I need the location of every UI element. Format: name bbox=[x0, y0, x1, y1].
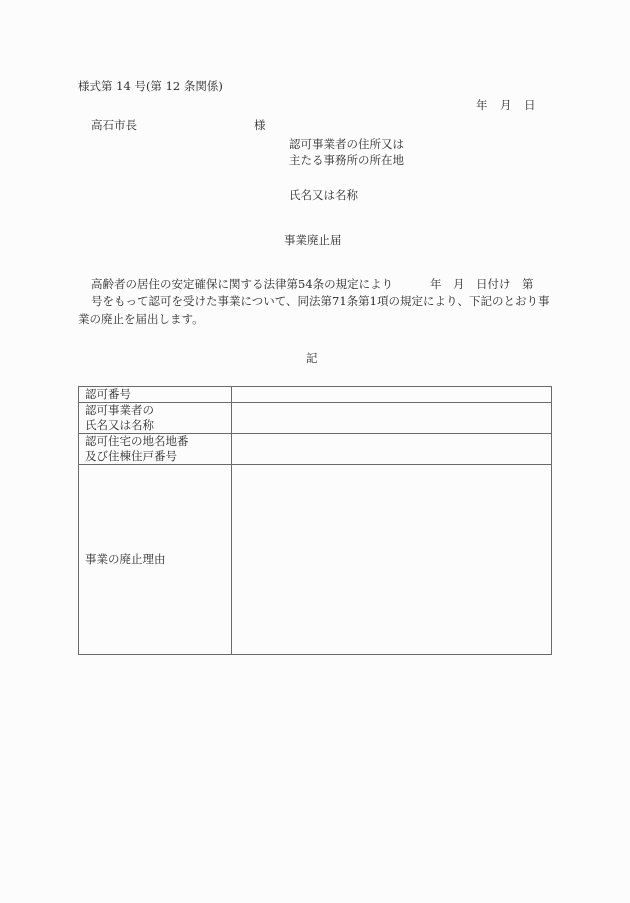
body-line-1b: 年 月 日付け 第 bbox=[430, 277, 534, 291]
table-row-permit-number bbox=[79, 387, 552, 403]
body-line-2: 号をもって認可を受けた事業について、同法第71条第1項の規定により、下記のとおり事 bbox=[91, 294, 550, 308]
discontinuation-reason-field[interactable] bbox=[232, 465, 552, 655]
table-row-operator-name bbox=[79, 403, 552, 434]
housing-address-label bbox=[79, 434, 232, 465]
applicant-address-label-1: 認可事業者の住所又は bbox=[289, 137, 404, 151]
housing-address-label-line1: 認可住宅の地名地番 bbox=[85, 434, 189, 448]
operator-name-label-line2: 氏名又は名称 bbox=[85, 418, 154, 432]
body-line-3: 業の廃止を届出します。 bbox=[78, 312, 204, 326]
document-title: 事業廃止届 bbox=[284, 233, 342, 247]
discontinuation-reason-label: 事業の廃止理由 bbox=[79, 465, 232, 655]
date-day: 日 bbox=[524, 98, 536, 112]
applicant-name-label: 氏名又は名称 bbox=[289, 188, 358, 202]
housing-address-label-line2: 及び住棟住戸番号 bbox=[85, 449, 177, 463]
date-year: 年 bbox=[476, 98, 488, 112]
table-row-housing-address bbox=[79, 434, 552, 465]
addressee-honorific: 様 bbox=[254, 118, 266, 132]
ki-heading: 記 bbox=[306, 351, 318, 365]
table-row-discontinuation-reason bbox=[79, 465, 552, 655]
operator-name-label-line1: 認可事業者の bbox=[85, 403, 154, 417]
form-number: 様式第 14 号(第 12 条関係) bbox=[78, 79, 223, 93]
date-month: 月 bbox=[500, 98, 512, 112]
applicant-address-label-2: 主たる事務所の所在地 bbox=[289, 153, 404, 167]
operator-name-field[interactable] bbox=[232, 403, 552, 434]
housing-address-field[interactable] bbox=[232, 434, 552, 465]
operator-name-label bbox=[79, 403, 232, 434]
permit-number-field[interactable] bbox=[232, 387, 552, 403]
addressee-name: 高石市長 bbox=[91, 118, 137, 132]
body-line-1a: 高齢者の居住の安定確保に関する法律第54条の規定により bbox=[91, 277, 394, 291]
details-table bbox=[78, 386, 552, 655]
permit-number-label: 認可番号 bbox=[79, 387, 232, 403]
